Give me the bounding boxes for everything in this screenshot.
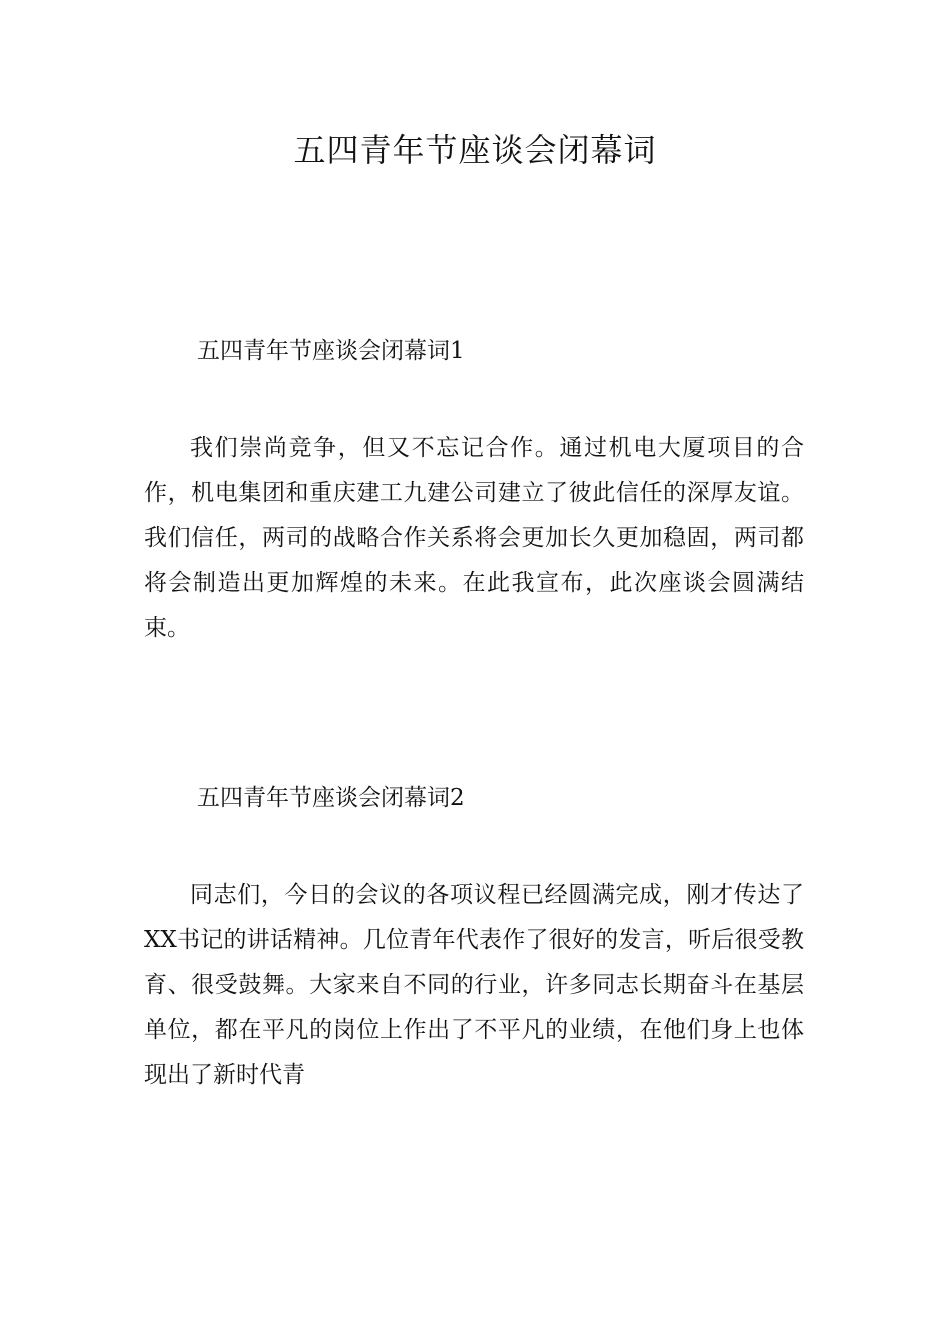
section-heading-1: 五四青年节座谈会闭幕词1: [197, 338, 465, 364]
section-paragraph-2: 同志们，今日的会议的各项议程已经圆满完成，刚才传达了XX书记的讲话精神。几位青年代表作了很好的发言，听后很受教育、很受鼓舞。大家来自不同的行业，许多同志长期奋斗在基层单位，都在平凡的岗位上作出了不平凡的业绩，在他们身上也体现出了新时代青: [144, 882, 804, 1088]
section-paragraph-1: 我们崇尚竞争，但又不忘记合作。通过机电大厦项目的合作，机电集团和重庆建工九建公司建立了彼此信任的深厚友谊。我们信任，两司的战略合作关系将会更加长久更加稳固，两司都将会制造出更加辉煌的未来。在此我宣布，此次座谈会圆满结束。: [144, 435, 804, 641]
section-heading-2: 五四青年节座谈会闭幕词2: [197, 785, 465, 811]
document-title: 五四青年节座谈会闭幕词: [293, 131, 657, 169]
